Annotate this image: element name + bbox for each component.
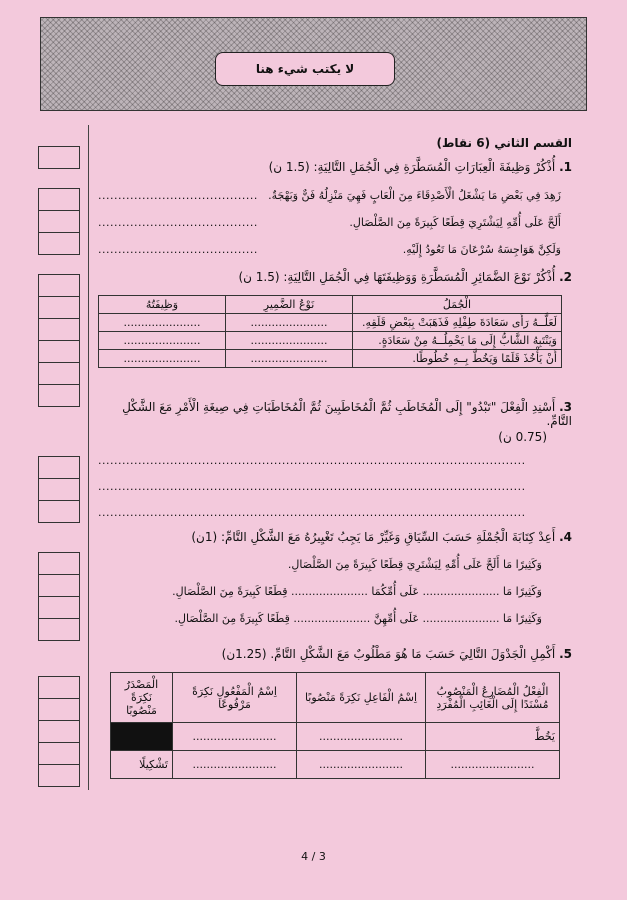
q4-line-part: وَكَثِيرًا مَا ...................... bbox=[422, 585, 542, 598]
q4-number: 4. bbox=[559, 530, 572, 544]
answer-dots: ........................................ bbox=[98, 189, 258, 202]
section-title: القسم الثاني (6 نقاط) bbox=[436, 136, 572, 150]
table-cell: تَشْكِيلًا bbox=[111, 751, 173, 779]
answer-cell: ...................... bbox=[226, 350, 353, 368]
answer-cell: ........................ bbox=[173, 751, 297, 779]
table-row bbox=[111, 751, 560, 779]
grade-box-q1 bbox=[38, 188, 80, 255]
q4-sentence: وَكَثِيرًا مَا أَلَحَّ عَلَى أُمِّهِ لِيَشْتَرِيَ قِطَعًا كَبِيرَةً مِنَ الصَّلْصَالِ. bbox=[287, 558, 542, 571]
sentence: أَلَحَّ عَلَى أُمِّهِ لِيَشْتَرِيَ قِطَعًا كَبِيرَةً مِنَ الصَّلْصَالِ. bbox=[349, 216, 561, 229]
q4-line-part: قِطَعًا كَبِيرَةً مِنَ الصَّلْصَالِ. bbox=[174, 612, 290, 625]
answer-dots: ........................................ bbox=[98, 216, 258, 229]
q3-answer-line: ........................................................................................................... bbox=[98, 480, 526, 493]
q5-prompt bbox=[102, 647, 572, 661]
q4-line-part: عَلَى أُمِّهِنَّ ...................... bbox=[293, 612, 420, 625]
sentence-cell: لَعَلَّــهُ رَأَى سَعَادَةَ طِفْلِهِ فَذَهَبَتْ بِبَعْضِ قَلَقِهِ. bbox=[353, 314, 562, 332]
sentence-cell: أَنْ يَأْخُذَ قَلَمًا وَيَخُطَّ بِــهِ خُطُوطًا. bbox=[353, 350, 562, 368]
table-header: الْجُمَلُ bbox=[353, 296, 562, 314]
q5-text: أَكْمِلِ الْجَدْوَلَ التَّالِيَ حَسَبَ مَا هُوَ مَطْلُوبٌ مَعَ الشَّكْلِ التَّامِّ. (1.25ن) bbox=[221, 647, 556, 661]
page-number: 4 / 3 bbox=[301, 850, 326, 863]
table-header: وَظِيفَتُهُ bbox=[99, 296, 226, 314]
table-row bbox=[99, 332, 562, 350]
q4-line-part: وَكَثِيرًا مَا ...................... bbox=[422, 612, 542, 625]
grade-box-q3 bbox=[38, 456, 80, 523]
table-row bbox=[99, 314, 562, 332]
answer-dots: ........................................ bbox=[98, 243, 258, 256]
q4-text: أَعِدْ كِتَابَةَ الْجُمْلَةِ حَسَبَ السِّيَاقِ وَغَيِّرْ مَا يَجِبُ تَغْيِيرُهُ مَعَ الشَّكْلِ التَّامِّ: (1ن) bbox=[191, 530, 556, 544]
table-header-row bbox=[99, 296, 562, 314]
table-header: نَوْعُ الضَّمِيرِ bbox=[226, 296, 353, 314]
q1-line-3 bbox=[98, 243, 561, 256]
q4-prompt bbox=[102, 530, 572, 544]
q3-text: أَسْنِدِ الْفِعْلَ "تَبْدُو" إِلَى الْمُخَاطَبِ ثُمَّ الْمُخَاطَبِينَ ثُمَّ الْمُخَاطَبَاتِ فِي صِيغَةِ الْأَمْرِ مَعَ الشَّكْلِ التَّامِّ. bbox=[122, 400, 572, 428]
q3-number: 3. bbox=[559, 400, 572, 414]
sentence: زَهِدَ فِي بَعْضِ مَا يَشْغَلُ الْأَصْدِقَاءَ مِنَ الْعَابٍ فَهِيَ مَنْزِلُهُ فَنٌّ وَبَهْجَةٌ. bbox=[268, 189, 561, 202]
answer-cell: ........................ bbox=[173, 723, 297, 751]
q2-text: أُذْكُرْ نَوْعَ الضَّمَائِرِ الْمُسَطَّرَةِ وَوَظِيفَتَهَا فِي الْجُمَلِ التَّالِيَةِ: (1.5 ن) bbox=[238, 270, 556, 284]
answer-cell: ...................... bbox=[226, 314, 353, 332]
table-header-row bbox=[111, 673, 560, 723]
q1-line-1 bbox=[98, 189, 561, 202]
answer-cell: ........................ bbox=[297, 751, 426, 779]
q1-number: 1. bbox=[559, 160, 572, 174]
grade-box-q4 bbox=[38, 552, 80, 641]
answer-cell: ...................... bbox=[99, 350, 226, 368]
q5-table bbox=[110, 672, 560, 779]
blocked-cell bbox=[111, 723, 173, 751]
sentence: وَلَكِنَّ هَوَاجِسَهُ سُرْعَانَ مَا تَعُودُ إِلَيْهِ. bbox=[402, 243, 561, 256]
q2-table bbox=[98, 295, 562, 368]
table-header: اِسْمُ الْفَاعِلِ نَكِرَةً مَنْصُوبًا bbox=[297, 673, 426, 723]
grade-box-q5 bbox=[38, 676, 80, 787]
q2-number: 2. bbox=[559, 270, 572, 284]
q3-answer-line: ........................................................................................................... bbox=[98, 454, 526, 467]
q3-prompt bbox=[102, 400, 572, 428]
table-header: الْمَصْدَرُ نَكِرَةً مَنْصُوبًا bbox=[111, 673, 173, 723]
q1-text: أُذْكُرْ وَظِيفَةَ الْعِبَارَاتِ الْمُسَطَّرَةِ فِي الْجُمَلِ التَّالِيَةِ: (1.5 ن) bbox=[268, 160, 556, 174]
q2-prompt bbox=[102, 270, 572, 284]
q5-number: 5. bbox=[559, 647, 572, 661]
do-not-write-notice: لا يكتب شيء هنا bbox=[215, 52, 395, 86]
table-row bbox=[99, 350, 562, 368]
sentence-cell: وَيَنْتَبِهُ الشَّابُّ إِلَى مَا يَحْمِلُــهُ مِنْ سَعَادَةٍ. bbox=[353, 332, 562, 350]
q3-score: (0.75 ن) bbox=[498, 430, 547, 444]
answer-cell: ...................... bbox=[99, 314, 226, 332]
answer-cell: ...................... bbox=[99, 332, 226, 350]
q1-prompt bbox=[102, 160, 572, 174]
q1-line-2 bbox=[98, 216, 561, 229]
answer-cell: ...................... bbox=[226, 332, 353, 350]
q4-line-part: عَلَى أُمِّكُمَا ...................... bbox=[290, 585, 420, 598]
table-header: الْفِعْلُ الْمُضَارِعُ الْمَنْصُوبُ مُسْنَدًا إِلَى الْغَائِبِ الْمُفْرَدِ bbox=[426, 673, 560, 723]
grade-box-q2 bbox=[38, 274, 80, 407]
q4-line-1 bbox=[172, 585, 542, 598]
table-row bbox=[111, 723, 560, 751]
answer-cell: ........................ bbox=[426, 751, 560, 779]
q4-line-2 bbox=[174, 612, 542, 625]
answer-cell: ........................ bbox=[297, 723, 426, 751]
q4-line-part: قِطَعًا كَبِيرَةً مِنَ الصَّلْصَالِ. bbox=[172, 585, 288, 598]
table-header: اِسْمُ الْمَفْعُولِ نَكِرَةً مَرْفُوعًا bbox=[173, 673, 297, 723]
q3-answer-line: ........................................................................................................... bbox=[98, 506, 526, 519]
grade-box-section bbox=[38, 146, 80, 169]
table-cell: يَخُطَّ bbox=[426, 723, 560, 751]
margin-line bbox=[88, 125, 89, 790]
